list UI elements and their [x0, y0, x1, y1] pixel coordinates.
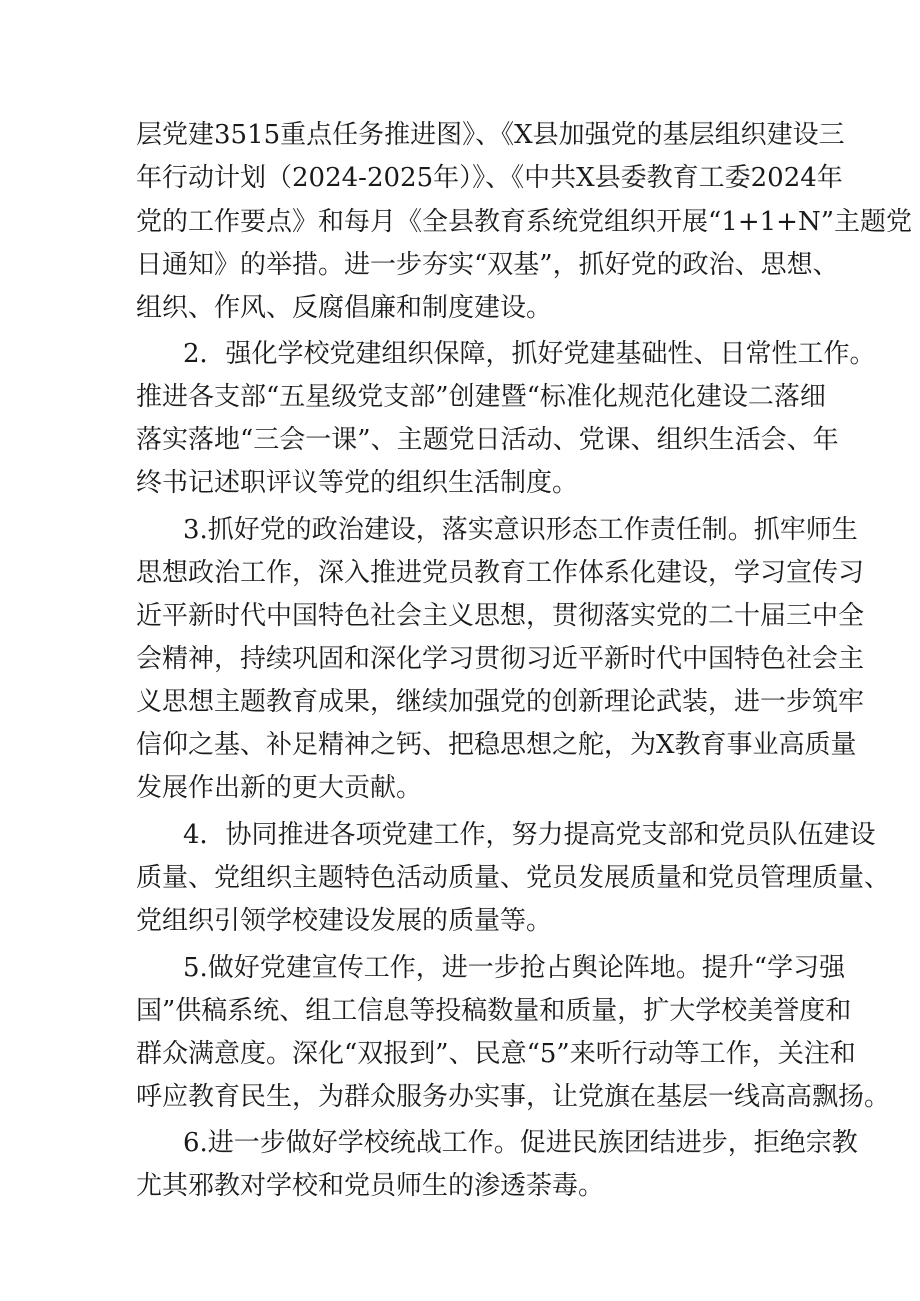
text-line: 3.抓好党的政治建设，落实意识形态工作责任制。抓牢师生 [183, 515, 858, 545]
text-line: 会精神，持续巩固和深化学习贯彻习近平新时代中国特色社会主 [136, 644, 865, 674]
text-line: 组织、作风、反腐倡廉和制度建设。 [136, 293, 553, 323]
text-line: 年行动计划（2024-2025年）》、《中共X县委教育工委2024年 [136, 163, 843, 193]
text-line: 2．强化学校党建组织保障，抓好党建基础性、日常性工作。 [183, 339, 876, 369]
text-line: 信仰之基、补足精神之钙、把稳思想之舵，为X教育事业高质量 [136, 730, 857, 760]
text-line: 呼应教育民生，为群众服务办实事，让党旗在基层一线高高飘扬。 [136, 1082, 891, 1112]
text-line: 推进各支部“五星级党支部”创建暨“标准化规范化建设二落细 [136, 382, 826, 412]
text-line: 5.做好党建宣传工作，进一步抢占舆论阵地。提升“学习强 [183, 953, 846, 983]
text-line: 6.进一步做好学校统战工作。促进民族团结进步，拒绝宗教 [183, 1128, 858, 1158]
text-line: 落实落地“三会一课”、主题党日活动、党课、组织生活会、年 [136, 425, 839, 455]
text-line: 义思想主题教育成果，继续加强党的创新理论武装，进一步筑牢 [136, 687, 865, 717]
text-line: 国”供稿系统、组工信息等投稿数量和质量，扩大学校美誉度和 [136, 996, 852, 1026]
text-line: 终书记述职评议等党的组织生活制度。 [136, 468, 579, 498]
text-line: 日通知》的举措。进一步夯实“双基”，抓好党的政治、思想、 [136, 250, 839, 280]
text-line: 党的工作要点》和每月《全县教育系统党组织开展“1+1+N”主题党 [136, 207, 912, 237]
text-line: 质量、党组织主题特色活动质量、党员发展质量和党员管理质量、 [136, 863, 891, 893]
text-line: 党组织引领学校建设发展的质量等。 [136, 906, 553, 936]
text-line: 近平新时代中国特色社会主义思想，贯彻落实党的二十届三中全 [136, 601, 865, 631]
text-line: 思想政治工作，深入推进党员教育工作体系化建设，学习宣传习 [136, 558, 865, 588]
text-line: 群众满意度。深化“双报到”、民意“5”来听行动等工作，关注和 [136, 1039, 856, 1069]
text-line: 4．协同推进各项党建工作，努力提高党支部和党员队伍建设 [183, 820, 876, 850]
text-line: 层党建3515重点任务推进图》、《X县加强党的基层组织建设三 [136, 120, 845, 150]
text-line: 发展作出新的更大贡献。 [136, 773, 423, 803]
text-line: 尤其邪教对学校和党员师生的渗透荼毒。 [136, 1171, 605, 1201]
